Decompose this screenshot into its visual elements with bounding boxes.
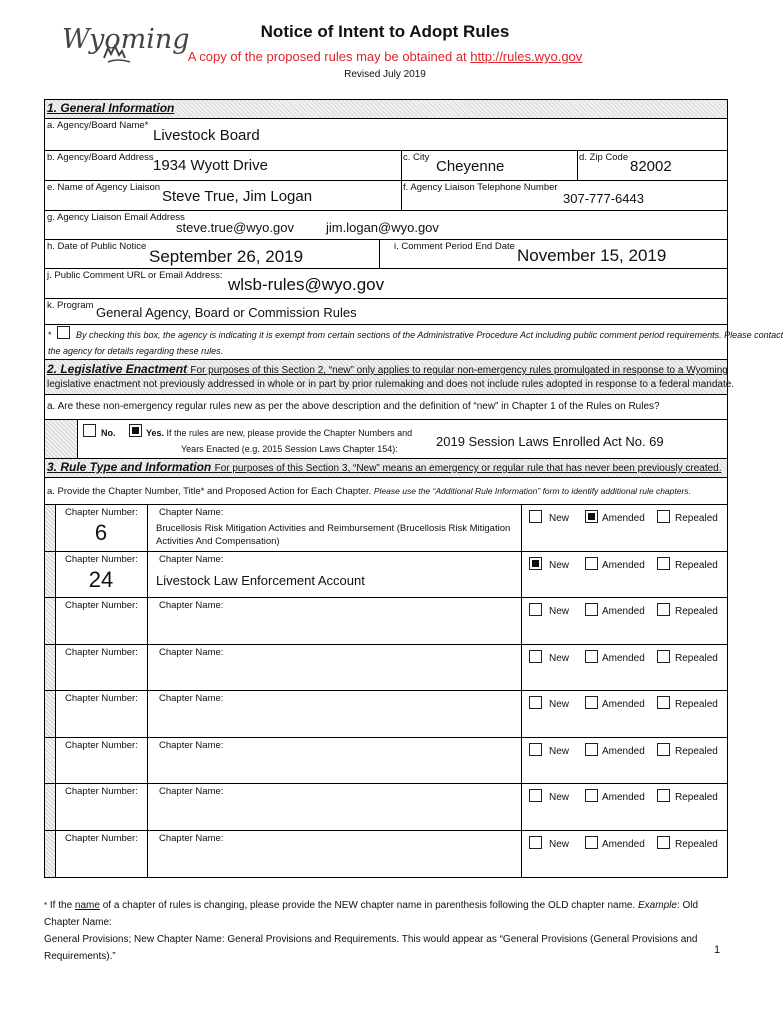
agency-value[interactable]: Livestock Board <box>153 127 260 144</box>
chapter-number-label: Chapter Number: <box>65 553 138 565</box>
chapter-new-checkbox[interactable] <box>529 603 542 616</box>
chapter-name-value[interactable]: Livestock Law Enforcement Account <box>156 572 365 588</box>
notice-form <box>44 99 783 878</box>
footer-note <box>44 897 734 965</box>
rules-link[interactable]: http://rules.wyo.gov <box>470 49 583 64</box>
chapter-number-label: Chapter Number: <box>65 646 138 658</box>
section1-heading: 1. General Information <box>47 101 175 115</box>
email-label: g. Agency Liaison Email Address <box>47 212 185 223</box>
section3-note: For purposes of this Section 3, “New” means an emergency or regular rule that has never been previously created. <box>214 463 722 474</box>
page-number: 1 <box>714 944 721 956</box>
exempt-star: * <box>48 330 52 340</box>
section2-heading: 2. Legislative Enactment <box>47 362 188 376</box>
chapter-amended-checkbox[interactable] <box>585 650 598 663</box>
comment-end-value[interactable]: November 15, 2019 <box>517 246 667 265</box>
chapter-new-label: New <box>549 838 570 850</box>
chapter-side-shade <box>45 505 55 877</box>
address-value[interactable]: 1934 Wyott Drive <box>153 157 268 174</box>
section3-heading: 3. Rule Type and Information <box>47 460 212 474</box>
chapter-repealed-checkbox[interactable] <box>657 836 670 849</box>
chapter-number-label: Chapter Number: <box>65 739 138 751</box>
chapter-new-label: New <box>549 513 570 524</box>
comment-url-label: j. Public Comment URL or Email Address: <box>47 270 223 281</box>
exempt-text-1: By checking this box, the agency is indicating it is exempt from certain sections of the Administrative Procedure Act including public comment period requirements. Please contact <box>76 330 783 340</box>
chapter-new-checkbox[interactable] <box>529 650 542 663</box>
liaison-label: e. Name of Agency Liaison <box>47 182 161 193</box>
chapter-amended-checkbox[interactable] <box>585 836 598 849</box>
chapter-new-checkbox[interactable] <box>529 510 542 523</box>
yes-text-2: Years Enacted (e.g. 2015 Session Laws Chapter 154): <box>181 444 398 454</box>
section3-header <box>47 460 722 474</box>
footer-text-pre: If the <box>49 900 75 911</box>
chapter-new-checkbox[interactable] <box>529 557 542 570</box>
chapter-name-label: Chapter Name: <box>159 600 224 611</box>
chapter-name-label: Chapter Name: <box>159 693 224 704</box>
zip-label: d. Zip Code <box>579 152 629 163</box>
section3-instruction-italic: Please use the “Additional Rule Information” form to identify additional rule chapters. <box>373 486 691 496</box>
chapter-amended-checkbox[interactable] <box>585 743 598 756</box>
chapter-repealed-label: Repealed <box>675 792 718 803</box>
chapter-new-checkbox[interactable] <box>529 789 542 802</box>
phone-label: f. Agency Liaison Telephone Number <box>403 182 558 193</box>
page-subtitle <box>0 49 770 64</box>
chapter-number-value[interactable]: 6 <box>94 520 108 545</box>
chapter-new-checkbox[interactable] <box>529 696 542 709</box>
chapter-name-label: Chapter Name: <box>159 832 224 844</box>
agency-label: a. Agency/Board Name* <box>47 120 149 131</box>
chapter-repealed-label: Repealed <box>675 838 718 850</box>
chapter-amended-checkbox[interactable] <box>585 603 598 616</box>
chapter-amended-label: Amended <box>602 606 645 617</box>
revised-date: Revised July 2019 <box>344 69 426 80</box>
chapter-amended-label: Amended <box>602 792 645 803</box>
chapter-number-label: Chapter Number: <box>65 832 138 844</box>
chapter-amended-label: Amended <box>602 745 645 757</box>
footer-line-1 <box>44 897 734 931</box>
chapter-name-label: Chapter Name: <box>159 786 224 797</box>
chapter-repealed-label: Repealed <box>675 699 718 710</box>
comment-end-label: i. Comment Period End Date <box>394 241 515 252</box>
yes-text-1: If the rules are new, please provide the Chapter Numbers and <box>166 428 413 438</box>
chapter-new-label: New <box>549 792 570 803</box>
chapter-repealed-label: Repealed <box>675 559 718 571</box>
chapter-amended-label: Amended <box>602 652 645 664</box>
yes-label: Yes. <box>146 428 165 438</box>
exempt-checkbox[interactable] <box>57 326 70 339</box>
footer-star: * <box>44 901 48 910</box>
chapter-amended-label: Amended <box>602 699 645 710</box>
section2-note-2: legislative enactment not previously addressed in whole or in part by prior rulemaking and does not include rules adopted in response to a federal mandate. <box>47 379 735 390</box>
chapter-amended-label: Amended <box>602 838 645 850</box>
liaison-value[interactable]: Steve True, Jim Logan <box>162 188 313 205</box>
chapter-amended-checkbox[interactable] <box>585 557 598 570</box>
address-label: b. Agency/Board Address <box>47 152 154 163</box>
chapter-amended-label: Amended <box>602 513 645 524</box>
chapter-new-label: New <box>549 699 570 710</box>
chapter-repealed-checkbox[interactable] <box>657 603 670 616</box>
chapter-name-label: Chapter Name: <box>159 507 224 518</box>
phone-value[interactable]: 307-777-6443 <box>563 191 644 206</box>
chapter-repealed-checkbox[interactable] <box>657 696 670 709</box>
chapter-new-label: New <box>549 652 570 664</box>
no-label: No. <box>101 428 116 438</box>
footer-line-2: General Provisions; New Chapter Name: General Provisions and Requirements. This would appear as “General Provisions (General Provisions and Requirements).” <box>44 934 698 962</box>
section2-note-1: For purposes of this Section 2, “new” only applies to regular non-emergency rules promulgated in response to a Wyoming <box>190 365 728 376</box>
section3-instruction-line <box>47 486 691 497</box>
chapter-repealed-checkbox[interactable] <box>657 557 670 570</box>
comment-url-value[interactable]: wlsb-rules@wyo.gov <box>228 275 385 294</box>
email-value-1[interactable]: steve.true@wyo.gov <box>176 220 294 235</box>
chapter-new-label: New <box>549 559 570 571</box>
logo-text: Wyoming <box>62 24 190 55</box>
footer-text-mid: of a chapter of rules is changing, please provide the NEW chapter name in parenthesis following the OLD chapter name. <box>99 900 639 911</box>
section2-header <box>47 362 728 376</box>
program-label: k. Program <box>47 300 94 311</box>
no-checkbox[interactable] <box>83 424 96 437</box>
section2-side-shade <box>45 420 77 458</box>
exempt-text-2: the agency for details regarding these rules. <box>48 346 224 356</box>
section3-instruction: a. Provide the Chapter Number, Title* and Proposed Action for Each Chapter. <box>47 486 372 497</box>
chapter-amended-checkbox[interactable] <box>585 789 598 802</box>
chapter-new-label: New <box>549 606 570 617</box>
section2-question: a. Are these non-emergency regular rules new as per the above description and the definition of “new” in Chapter 1 of the Rules on Rules? <box>47 401 660 412</box>
chapter-name-label: Chapter Name: <box>159 739 224 751</box>
program-value[interactable]: General Agency, Board or Commission Rules <box>96 305 357 320</box>
footer-text-name: name <box>74 900 100 911</box>
enacted-value[interactable]: 2019 Session Laws Enrolled Act No. 69 <box>436 434 664 449</box>
chapter-new-checkbox[interactable] <box>529 743 542 756</box>
footer-text-post: : Old Chapter Name: <box>44 900 699 928</box>
city-value[interactable]: Cheyenne <box>436 158 505 175</box>
notice-date-label: h. Date of Public Notice <box>47 241 147 252</box>
chapter-amended-checkbox[interactable] <box>585 696 598 709</box>
chapter-new-checkbox[interactable] <box>529 836 542 849</box>
chapter-name-value[interactable]: Brucellosis Risk Mitigation Activities and Reimbursement (Brucellosis Risk Mitigation Activities And Compensation) <box>156 523 511 547</box>
chapter-amended-label: Amended <box>602 559 645 571</box>
chapter-number-value[interactable]: 24 <box>88 566 114 592</box>
notice-date-value[interactable]: September 26, 2019 <box>149 247 304 266</box>
yes-checkbox[interactable] <box>129 424 142 437</box>
subtitle-text: A copy of the proposed rules may be obtained at <box>187 49 471 64</box>
chapter-name-label: Chapter Name: <box>159 646 224 658</box>
city-label: c. City <box>403 152 430 163</box>
chapter-repealed-label: Repealed <box>675 652 718 664</box>
page-title: Notice of Intent to Adopt Rules <box>260 22 510 41</box>
chapter-number-label: Chapter Number: <box>65 507 138 518</box>
chapter-repealed-label: Repealed <box>675 513 718 524</box>
chapter-number-label: Chapter Number: <box>65 693 138 704</box>
chapter-number-label: Chapter Number: <box>65 786 138 797</box>
chapter-name-label: Chapter Name: <box>159 553 224 565</box>
email-value-2[interactable]: jim.logan@wyo.gov <box>326 220 439 235</box>
chapter-new-label: New <box>549 745 570 757</box>
chapter-repealed-checkbox[interactable] <box>657 510 670 523</box>
chapter-repealed-checkbox[interactable] <box>657 650 670 663</box>
chapter-amended-checkbox[interactable] <box>585 510 598 523</box>
yes-text-line <box>146 428 412 438</box>
zip-value[interactable]: 82002 <box>630 158 672 175</box>
chapter-repealed-label: Repealed <box>675 606 718 617</box>
chapter-repealed-checkbox[interactable] <box>657 789 670 802</box>
chapter-repealed-checkbox[interactable] <box>657 743 670 756</box>
chapter-number-label: Chapter Number: <box>65 600 138 611</box>
footer-text-example: Example <box>638 900 677 911</box>
chapter-repealed-label: Repealed <box>675 745 718 757</box>
